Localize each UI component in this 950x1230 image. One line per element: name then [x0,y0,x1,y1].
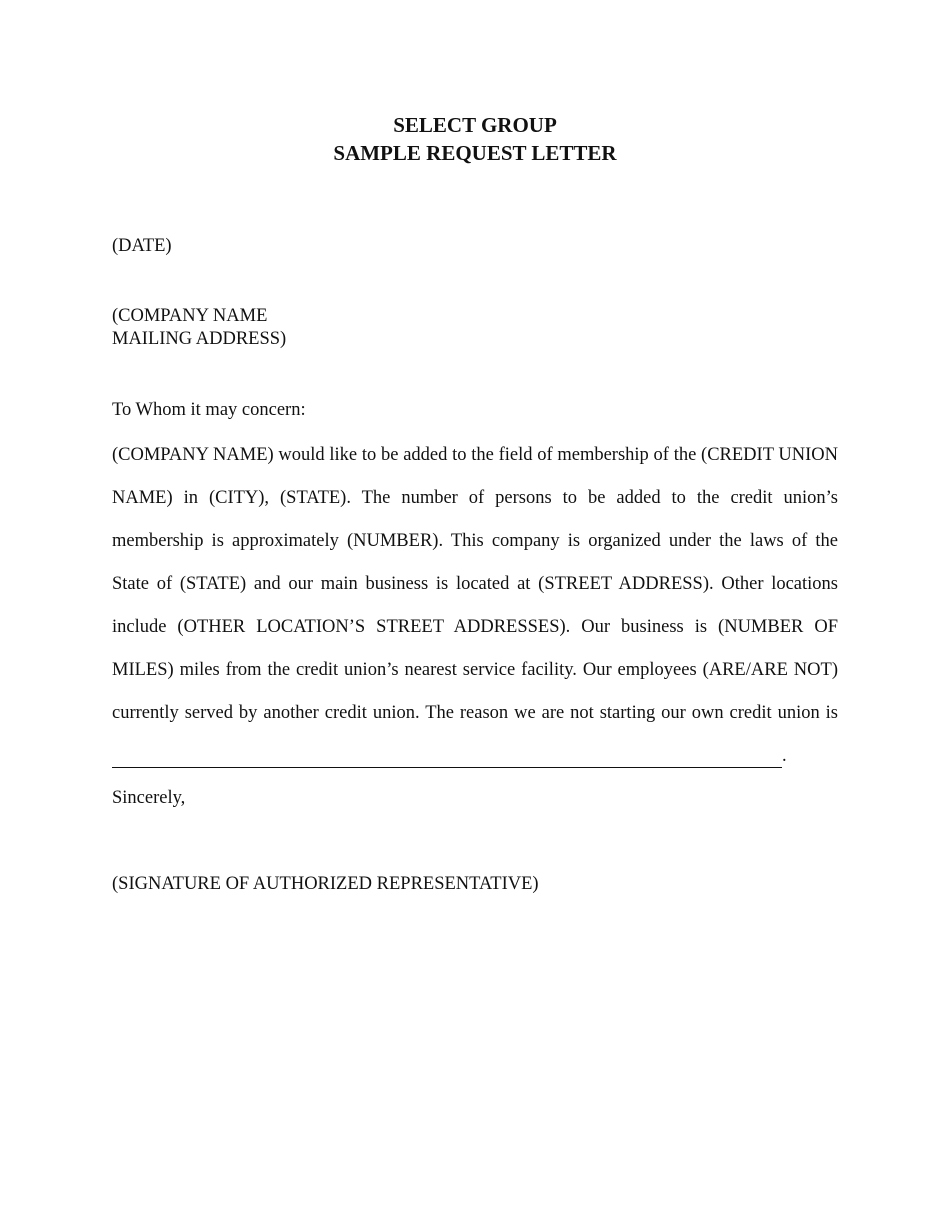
body-paragraph [112,434,838,735]
title-line-2: SAMPLE REQUEST LETTER [333,141,617,165]
title-line-1: SELECT GROUP [393,113,557,137]
body-line: currently served by another credit union. The reason we are not starting our own credit union is [112,703,838,723]
address-line-1: (COMPANY NAME [112,306,268,326]
blank-period: . [782,746,787,766]
recipient-address [112,305,286,351]
body-line: membership is approximately (NUMBER). This company is organized under the laws of the [112,531,838,551]
body-line: State of (STATE) and our main business is located at (STREET ADDRESS). Other locations [112,574,838,594]
signature-placeholder: (SIGNATURE OF AUTHORIZED REPRESENTATIVE) [112,874,539,894]
body-line: NAME) in (CITY), (STATE). The number of persons to be added to the credit union’s [112,488,838,508]
body-line: (COMPANY NAME) would like to be added to the field of membership of the (CREDIT UNION [112,445,838,465]
body-line: include (OTHER LOCATION’S STREET ADDRESSES). Our business is (NUMBER OF [112,617,838,637]
body-line: MILES) miles from the credit union’s nearest service facility. Our employees (ARE/ARE NOT) [112,660,838,680]
letter-title [0,111,950,167]
blank-underline [112,750,782,768]
address-line-2: MAILING ADDRESS) [112,329,287,349]
reason-blank [112,745,787,768]
date-placeholder: (DATE) [112,236,172,256]
salutation: To Whom it may concern: [112,400,306,420]
closing: Sincerely, [112,788,186,808]
